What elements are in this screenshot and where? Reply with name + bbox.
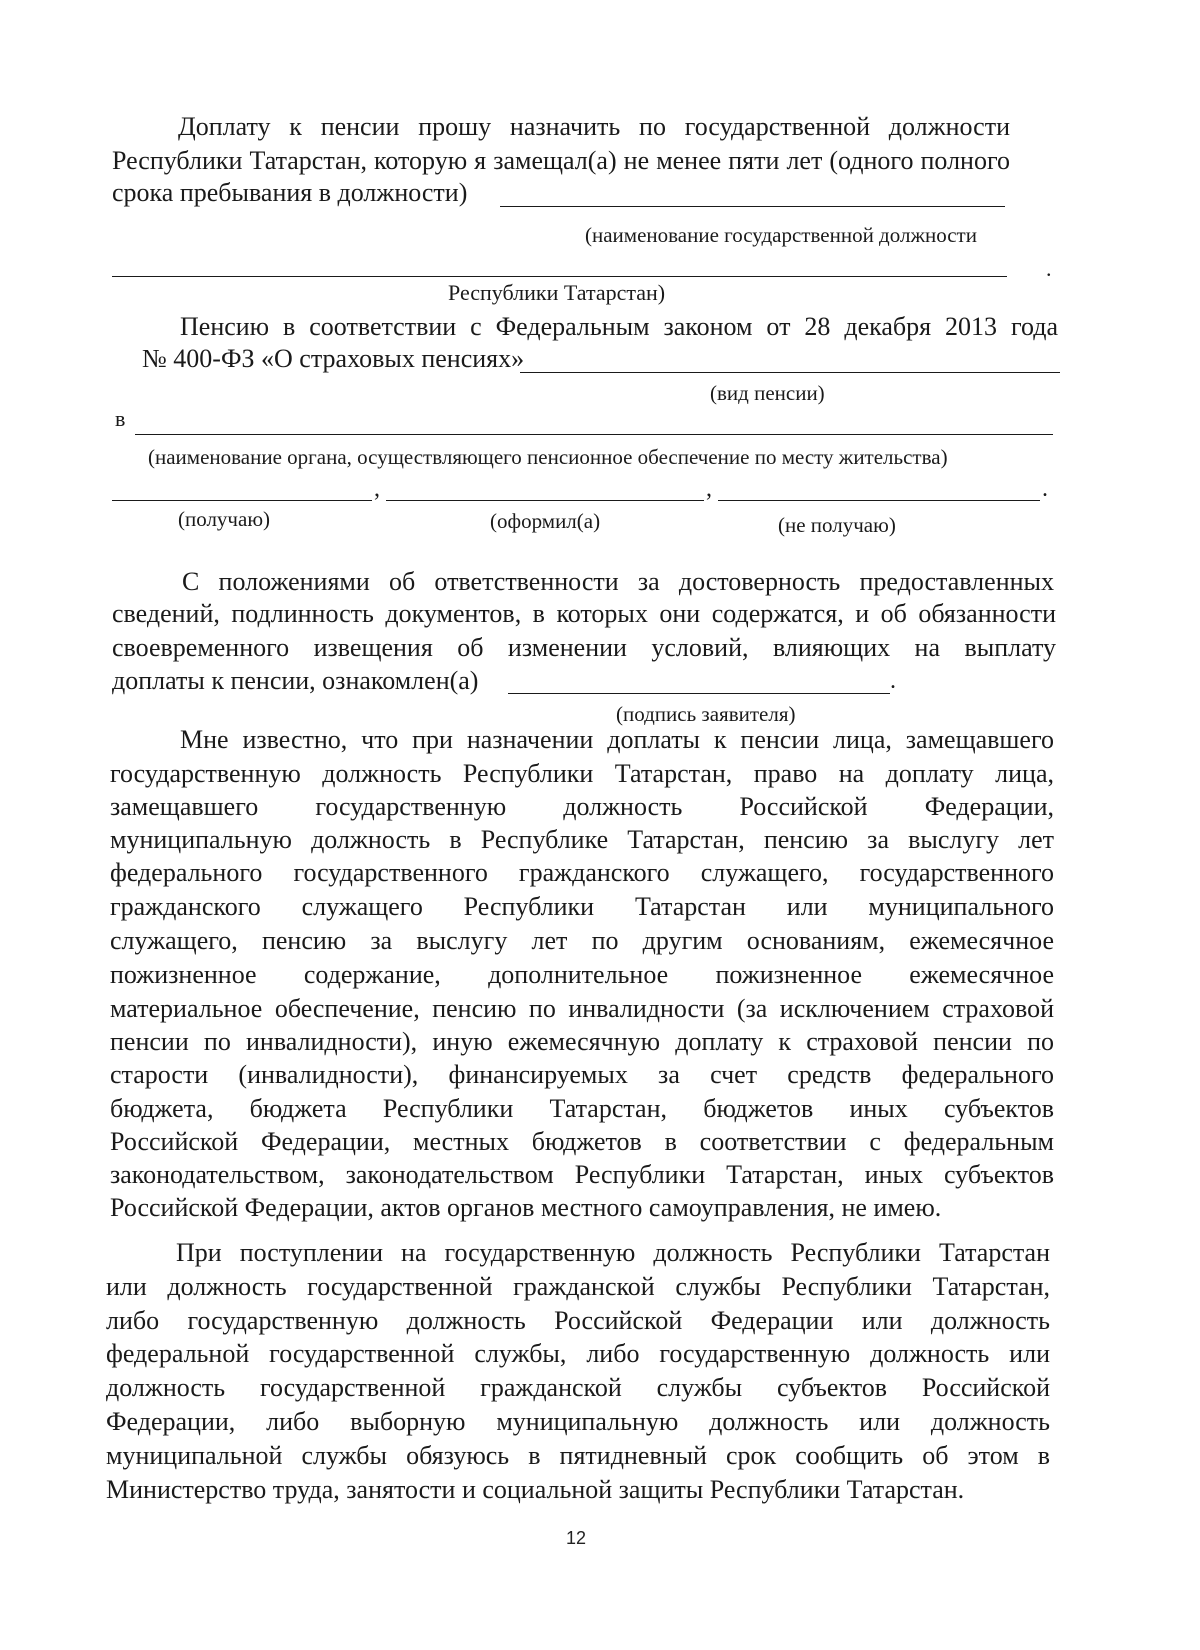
s4-line-11: старости (инвалидности), финансируемых за счет средств федерального — [110, 1060, 1054, 1089]
s2-line-2: № 400-ФЗ «О страховых пенсиях» — [142, 344, 525, 373]
s4-line-7: служащего, пенсию за выслугу лет по другим основаниям, ежемесячное — [110, 926, 1054, 955]
s4-line-9: материальное обеспечение, пенсию по инвалидности (за исключением страховой — [110, 994, 1054, 1023]
s1-line-2: Республики Татарстан, которую я замещал(а) не менее пяти лет (одного полного — [112, 146, 1010, 175]
receive-field[interactable] — [112, 500, 372, 501]
s4-line-15: Российской Федерации, актов органов местного самоуправления, не имею. — [110, 1193, 942, 1222]
s1-line-1: Доплату к пенсии прошу назначить по государственной должности — [178, 112, 1010, 141]
s5-line-7: муниципальной службы обязуюсь в пятидневный срок сообщить об этом в — [106, 1441, 1050, 1470]
s5-line-2: или должность государственной гражданской службы Республики Татарстан, — [106, 1272, 1050, 1301]
s5-line-8: Министерство труда, занятости и социальной защиты Республики Татарстан. — [106, 1475, 965, 1504]
s5-line-6: Федерации, либо выборную муниципальную должность или должность — [106, 1407, 1050, 1436]
s5-line-1: При поступлении на государственную должность Республики Татарстан — [176, 1238, 1050, 1267]
s3-line-1: С положениями об ответственности за достоверность предоставленных — [182, 567, 1054, 596]
option-receive: (получаю) — [178, 507, 270, 531]
s1-line-3: срока пребывания в должности) — [112, 178, 468, 207]
organ-field[interactable] — [135, 434, 1053, 435]
rule-end-dot-2: . — [1042, 476, 1048, 502]
comma-1: , — [374, 476, 380, 502]
s5-line-4: федеральной государственной службы, либо государственную должность или — [106, 1339, 1050, 1368]
prefix-in: в — [115, 406, 126, 431]
s4-line-12: бюджета, бюджета Республики Татарстан, бюджетов иных субъектов — [110, 1094, 1054, 1123]
s5-line-5: должность государственной гражданской службы субъектов Российской — [106, 1373, 1050, 1402]
signature-field[interactable] — [508, 693, 890, 694]
position-name-field[interactable] — [500, 206, 1005, 207]
option-not-receive: (не получаю) — [778, 513, 896, 537]
hint-organ: (наименование органа, осуществляющего пенсионное обеспечение по месту жительства) — [148, 445, 948, 469]
s3-line-3: своевременного извещения об изменении условий, влияющих на выплату — [112, 633, 1056, 662]
pension-type-field[interactable] — [520, 372, 1060, 373]
s5-line-3: либо государственную должность Российской Федерации или должность — [106, 1306, 1050, 1335]
s4-line-2: государственную должность Республики Татарстан, право на доплату лица, — [110, 759, 1054, 788]
hint-position-name-cont: Республики Татарстан) — [448, 280, 666, 305]
s4-line-1: Мне известно, что при назначении доплаты к пенсии лица, замещавшего — [180, 725, 1054, 754]
s3-line-2: сведений, подлинность документов, в которых они содержатся, и об обязанности — [112, 599, 1056, 628]
s4-line-5: федерального государственного гражданского служащего, государственного — [110, 858, 1054, 887]
rule-end-dot-3: . — [890, 668, 896, 694]
comma-2: , — [706, 476, 712, 502]
s4-line-14: законодательством, законодательством Республики Татарстан, иных субъектов — [110, 1160, 1054, 1189]
s4-line-10: пенсии по инвалидности), иную ежемесячную доплату к страховой пенсии по — [110, 1027, 1054, 1056]
s4-line-8: пожизненное содержание, дополнительное пожизненное ежемесячное — [110, 960, 1054, 989]
hint-position-name: (наименование государственной должности — [585, 223, 977, 247]
option-filed: (оформил(а) — [490, 509, 601, 533]
s3-line-4: доплаты к пенсии, ознакомлен(а) — [112, 666, 479, 695]
s4-line-6: гражданского служащего Республики Татарстан или муниципального — [110, 892, 1054, 921]
filed-field[interactable] — [386, 500, 704, 501]
page-number: 12 — [566, 1528, 587, 1548]
not-receive-field[interactable] — [718, 500, 1040, 501]
hint-pension-type: (вид пенсии) — [710, 381, 825, 405]
rule-end-dot-1: . — [1046, 256, 1052, 281]
hint-signature: (подпись заявителя) — [616, 702, 796, 726]
s4-line-3: замещавшего государственную должность Российской Федерации, — [110, 792, 1054, 821]
s4-line-4: муниципальную должность в Республике Татарстан, пенсию за выслугу лет — [110, 825, 1054, 854]
s4-line-13: Российской Федерации, местных бюджетов в соответствии с федеральным — [110, 1127, 1054, 1156]
s2-line-1: Пенсию в соответствии с Федеральным законом от 28 декабря 2013 года — [180, 312, 1058, 341]
